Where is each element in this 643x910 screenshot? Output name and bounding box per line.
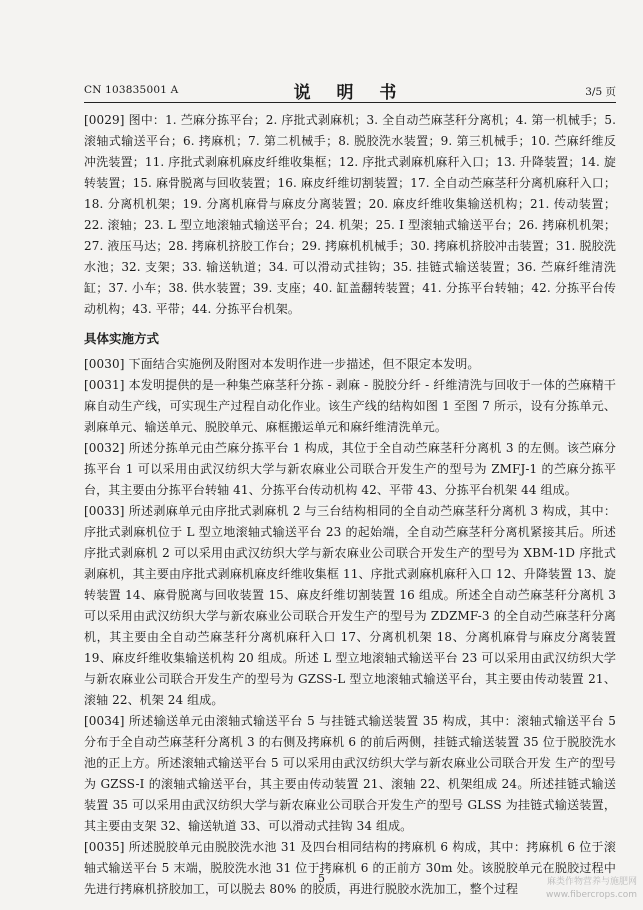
paragraph-number: [0030] [84, 357, 125, 371]
document-title: 说 明 书 [293, 83, 407, 103]
paragraph-text: 所述剥麻单元由序批式剥麻机 2 与三台结构相同的全自动苎麻茎秆分离机 3 构成，其中：序批式剥麻机位于 L 型立地滚轴式输送平台 23 的起始端，全自动苎麻茎秆分离机紧接其后。所述序批式剥麻机 2 可以采用由武汉纺织大学与新农麻业公司联合开发生产的型号为 XBM-1D 序批式剥麻机，其主要由序批式剥麻机麻皮纤维收集框 11、序批式剥麻机麻秆入口 12、升降装置 13、旋转装置 14、麻骨脱离与回收装置 15、麻皮纤维切割装置 16 组成。所述全自动苎麻茎秆分离机 3 可以采用由武汉纺织大学与新农麻业公司联合开发生产的型号为 ZDZMF-3 的全自动苎麻茎秆分离机，其主要由全自动苎麻茎秆分离机麻秆入口 17、分离机机架 18、分离机麻骨与麻皮分离装置 19、麻皮纤维收集输送机构 20 组成。所述 L 型立地滚轴式输送平台 23 可以采用由武汉纺织大学与新农麻业公司联合开发生产的型号为 GZSS-L 型立地滚轴式输送平台，其主要由传动装置 21、滚轴 22、机架 24 组成。 [84, 504, 616, 707]
patent-number: CN 103835001 A [84, 84, 179, 96]
page-indicator: 3/5 页 [585, 86, 616, 98]
header-rule [84, 102, 616, 103]
paragraph-number: [0034] [84, 714, 125, 728]
page-number: 5 [318, 872, 325, 885]
page-header [84, 74, 616, 104]
paragraph-number: [0029] [84, 113, 125, 127]
paragraph-number: [0032] [84, 441, 125, 455]
paragraph-0029 [84, 110, 616, 320]
watermark-url: www.fibercrops.com [546, 890, 637, 900]
document-body [84, 110, 616, 900]
paragraph-text: 图中：1. 苎麻分拣平台；2. 序批式剥麻机；3. 全自动苎麻茎秆分离机；4. 第一机械手；5. 滚轴式输送平台；6. 拷麻机；7. 第二机械手；8. 脱胶洗水装置；9. 第三机械手；10. 苎麻纤维反冲洗装置；11. 序批式剥麻机麻皮纤维收集框；12. 序批式剥麻机麻秆入口；13. 升降装置；14. 旋转装置；15. 麻骨脱离与回收装置；16. 麻皮纤维切割装置；17. 全自动苎麻茎秆分离机麻秆入口；18. 分离机机架；19. 分离机麻骨与麻皮分离装置；20. 麻皮纤维收集输送机构；21. 传动装置；22. 滚轴；23. L 型立地滚轴式输送平台；24. 机架；25. I 型滚轴式输送平台；26. 拷麻机机架；27. 液压马达；28. 拷麻机挤胶工作台；29. 拷麻机机械手；30. 拷麻机挤胶冲击装置；31. 脱胶洗水池；32. 支架；33. 输送轨道；34. 可以滑动式挂钩；35. 挂链式输送装置；36. 苎麻纤维清洗缸；37. 小车；38. 供水装置；39. 支座；40. 缸盖翻转装置；41. 分拣平台转轴；42. 分拣平台传动机构；43. 平带；44. 分拣平台机架。 [84, 113, 616, 316]
paragraph-0030 [84, 354, 616, 375]
paragraph-text: 下面结合实施例及附图对本发明作进一步描述，但不限定本发明。 [128, 357, 480, 371]
paragraph-text: 本发明提供的是一种集苎麻茎秆分拣 - 剥麻 - 脱胶分纤 - 纤维清洗与回收于一体的苎麻精干麻自动生产线，可实现生产过程自动化作业。该生产线的结构如图 1 至图 7 所示，设有分拣单元、剥麻单元、输送单元、脱胶单元、麻框搬运单元和麻纤维清洗单元。 [84, 378, 616, 434]
paragraph-text: 所述脱胶单元由脱胶洗水池 31 及四台相同结构的拷麻机 6 构成，其中：拷麻机 6 位于滚轴式输送平台 5 末端，脱胶洗水池 31 位于拷麻机 6 的正前方 30m 处。该脱胶单元在脱胶过程中先进行拷麻机挤胶加工，可以脱去 80% 的胶质，再进行脱胶水洗加工，整个过程 [84, 840, 616, 896]
watermark-site-name: 麻类作物营养与施肥网 [546, 877, 637, 887]
paragraph-text: 所述输送单元由滚轴式输送平台 5 与挂链式输送装置 35 构成，其中：滚轴式输送平台 5 分布于全自动苎麻茎秆分离机 3 的右侧及拷麻机 6 的前后两侧，挂链式输送装置 35 位于脱胶洗水池的正上方。所述滚轴式输送平台 5 可以采用由武汉纺织大学与新农麻业公司联合开发 生产的型号为 GZSS-I 的滚轴式输送平台，其主要由传动装置 21、滚轴 22、机架组成 24。所述挂链式输送装置 35 可以采用由武汉纺织大学与新农麻业公司联合开发生产的型号 GLSS 为挂链式输送装置，其主要由支架 32、输送轨道 33、可以滑动式挂钩 34 组成。 [84, 714, 616, 833]
paragraph-text: 所述分拣单元由苎麻分拣平台 1 构成，其位于全自动苎麻茎秆分离机 3 的左侧。该苎麻分拣平台 1 可以采用由武汉纺织大学与新农麻业公司联合开发生产的型号为 ZMFJ-1 的苎麻分拣平台，其主要由分拣平台转轴 41、分拣平台传动机构 42、平带 43、分拣平台机架 44 组成。 [84, 441, 616, 497]
paragraph-number: [0033] [84, 504, 125, 518]
section-heading: 具体实施方式 [84, 331, 160, 346]
paragraph-number: [0031] [84, 378, 125, 392]
paragraph-0032 [84, 438, 616, 501]
watermark [507, 876, 637, 902]
paragraph-0034 [84, 711, 616, 837]
paragraph-0031 [84, 375, 616, 438]
paragraph-number: [0035] [84, 840, 125, 854]
paragraph-0033 [84, 501, 616, 711]
